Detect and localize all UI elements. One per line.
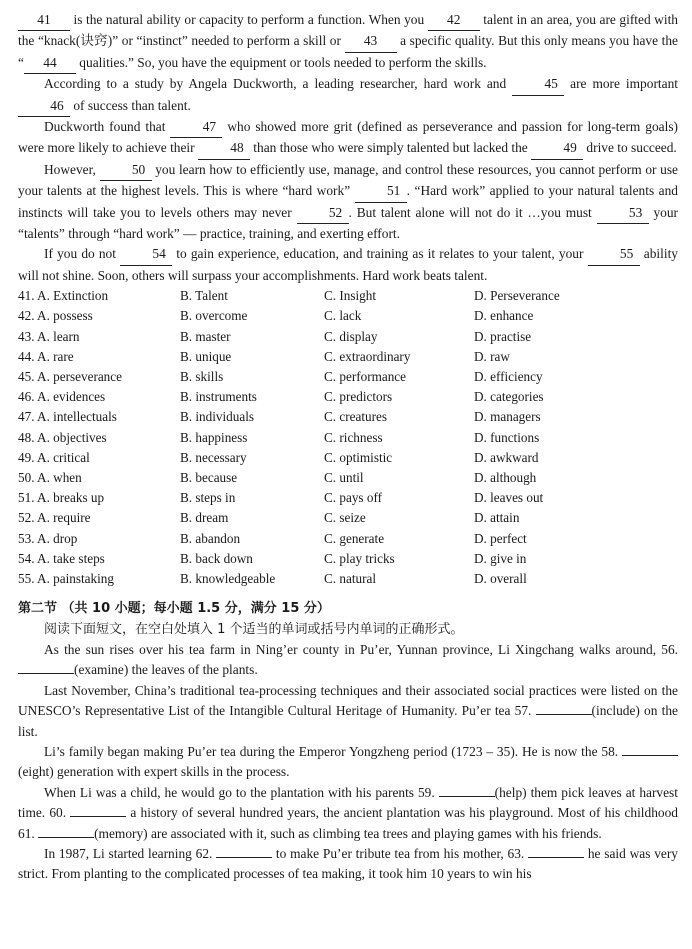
- section-2-instruction: 阅读下面短文，在空白处填入 1 个适当的单词或括号内单词的正确形式。: [44, 621, 464, 637]
- text-run: qualities.” So, you have the equipment or tools needed to perform the skills.: [75, 54, 487, 70]
- option-a[interactable]: 46. A. evidences: [18, 389, 106, 405]
- option-a[interactable]: 49. A. critical: [18, 449, 90, 465]
- option-c[interactable]: C. display: [324, 328, 378, 344]
- option-row: [18, 387, 678, 407]
- blank-number: 42: [428, 10, 480, 31]
- option-d[interactable]: D. efficiency: [474, 369, 543, 385]
- text-run: According to a study by Angela Duckworth, a leading researcher, hard work and: [44, 76, 513, 92]
- option-c[interactable]: C. extraordinary: [324, 348, 411, 364]
- option-c[interactable]: C. optimistic: [324, 449, 393, 465]
- option-b[interactable]: B. abandon: [180, 530, 241, 546]
- option-a[interactable]: 48. A. objectives: [18, 429, 107, 445]
- option-c[interactable]: C. generate: [324, 530, 385, 546]
- option-d[interactable]: D. overall: [474, 570, 527, 586]
- text-run: In 1987, Li started learning 62.: [44, 845, 217, 861]
- option-a[interactable]: 52. A. require: [18, 510, 91, 526]
- text-run: (include) on the list.: [18, 703, 678, 739]
- option-d[interactable]: D. Perseverance: [474, 288, 560, 304]
- answer-blank[interactable]: [439, 796, 495, 797]
- option-b[interactable]: B. skills: [180, 369, 224, 385]
- option-d[interactable]: D. although: [474, 469, 537, 485]
- answer-blank[interactable]: [536, 714, 592, 715]
- text-run: than those who were simply talented but lacked the: [249, 140, 532, 156]
- option-c[interactable]: C. predictors: [324, 389, 393, 405]
- text-run: Last November, China’s traditional tea-processing techniques and their associated social practices were listed on the UNESCO’s Representative List of the Intangible Cultural Heritage of Humanity. Pu’er tea 57.: [18, 682, 678, 719]
- text-run: When Li was a child, he would go to the plantation with his parents 59.: [44, 784, 439, 800]
- option-b[interactable]: B. happiness: [180, 429, 248, 445]
- option-b[interactable]: B. unique: [180, 348, 232, 364]
- answer-blank[interactable]: [18, 673, 74, 674]
- blank-number: 51: [355, 181, 407, 202]
- option-c[interactable]: C. performance: [324, 369, 407, 385]
- option-row: [18, 306, 678, 326]
- option-b[interactable]: B. dream: [180, 510, 229, 526]
- text-run: who showed more grit (defined as perseverance and passion for long-term goals) were more likely to achieve their: [18, 119, 679, 156]
- option-d[interactable]: D. categories: [474, 389, 544, 405]
- option-d[interactable]: D. raw: [474, 348, 510, 364]
- paragraph: [18, 742, 678, 783]
- answer-blank[interactable]: [622, 755, 678, 756]
- option-d[interactable]: D. awkward: [474, 449, 539, 465]
- text-run: a history of several hundred years, the ancient plantation was his playground. Most of his childhood 61.: [18, 805, 678, 841]
- option-d[interactable]: D. practise: [474, 328, 532, 344]
- option-c[interactable]: C. richness: [324, 429, 383, 445]
- paragraph: [18, 681, 678, 742]
- paragraph: [18, 10, 678, 74]
- option-b[interactable]: B. steps in: [180, 490, 236, 506]
- text-run: . But talent alone will not do it …you must: [348, 204, 597, 220]
- blank-number: 50: [100, 160, 152, 181]
- paragraph: [18, 160, 678, 245]
- option-a[interactable]: 44. A. rare: [18, 348, 74, 364]
- option-b[interactable]: B. instruments: [180, 389, 257, 405]
- blank-number: 53: [597, 203, 649, 224]
- blank-number: 45: [512, 74, 564, 95]
- option-a[interactable]: 41. A. Extinction: [18, 288, 109, 304]
- text-run: a specific quality. But this only means you have the “: [18, 33, 678, 70]
- paragraph: [18, 640, 678, 681]
- answer-blank[interactable]: [70, 816, 126, 817]
- blank-number: 46: [18, 96, 70, 117]
- option-b[interactable]: B. individuals: [180, 409, 254, 425]
- option-row: [18, 347, 678, 367]
- option-row: [18, 407, 678, 427]
- answer-blank[interactable]: [216, 857, 272, 858]
- text-run: However,: [44, 161, 100, 177]
- option-row: [18, 428, 678, 448]
- option-row: [18, 367, 678, 387]
- option-c[interactable]: C. natural: [324, 570, 377, 586]
- text-run: to make Pu’er tribute tea from his mother, 63.: [272, 845, 529, 861]
- option-row: [18, 286, 678, 306]
- option-c[interactable]: C. lack: [324, 308, 362, 324]
- option-row: [18, 529, 678, 549]
- option-a[interactable]: 45. A. perseverance: [18, 369, 122, 385]
- option-b[interactable]: B. knowledgeable: [180, 570, 276, 586]
- text-run: your “talents” through “hard work” — practice, training, and exerting effort.: [18, 204, 678, 242]
- option-b[interactable]: B. back down: [180, 550, 253, 566]
- option-b[interactable]: B. Talent: [180, 288, 228, 304]
- text-run: talent in an area, you are gifted with the “knack(诀窍)” or “instinct” needed to perform a skill or: [18, 12, 678, 49]
- option-c[interactable]: C. pays off: [324, 490, 382, 506]
- option-c[interactable]: C. creatures: [324, 409, 387, 425]
- text-run: As the sun rises over his tea farm in Ning’er county in Pu’er, Yunnan province, Li Xingchang walks around, 56.: [44, 641, 678, 657]
- text-run: you learn how to efficiently use, manage, and control these resources, you cannot perform or use your talents at the highest levels. This is where “hard work”: [18, 161, 678, 199]
- answer-blank[interactable]: [38, 837, 94, 838]
- option-a[interactable]: 53. A. drop: [18, 530, 78, 546]
- paragraph: [18, 844, 678, 885]
- text-run: are more important: [564, 76, 678, 92]
- blank-number: 54: [120, 244, 172, 265]
- text-run: If you do not: [44, 246, 121, 262]
- text-run: (eight) generation with expert skills in the process.: [18, 764, 290, 780]
- option-a[interactable]: 51. A. breaks up: [18, 490, 105, 506]
- section-2: [18, 599, 678, 885]
- option-d[interactable]: D. perfect: [474, 530, 527, 546]
- option-row: [18, 488, 678, 508]
- text-run: Li’s family began making Pu’er tea during the Emperor Yongzheng period (1723 – 35). He is now the 58.: [44, 743, 622, 759]
- text-run: ability will not shine. Soon, others will surpass your accomplishments. Hard work beats talent.: [18, 246, 678, 283]
- options-table: [18, 286, 678, 589]
- paragraph: [18, 783, 678, 844]
- option-a[interactable]: 47. A. intellectuals: [18, 409, 117, 425]
- option-d[interactable]: D. functions: [474, 429, 540, 445]
- paragraph: [18, 244, 678, 286]
- option-c[interactable]: C. seize: [324, 510, 366, 526]
- text-run: of success than talent.: [70, 97, 191, 113]
- text-run: he said was very strict. From planting to the complicated processes of tea making, it took him 10 years to win his: [18, 845, 679, 882]
- option-row: [18, 468, 678, 488]
- blank-number: 52: [297, 203, 349, 224]
- option-b[interactable]: B. master: [180, 328, 231, 344]
- option-c[interactable]: C. until: [324, 469, 364, 485]
- option-d[interactable]: D. enhance: [474, 308, 534, 324]
- option-row: [18, 448, 678, 468]
- paragraph: [18, 74, 678, 117]
- text-run: Duckworth found that: [44, 119, 171, 135]
- blank-number: 43: [345, 31, 397, 52]
- option-a[interactable]: 42. A. possess: [18, 308, 93, 324]
- option-d[interactable]: D. managers: [474, 409, 541, 425]
- option-a[interactable]: 55. A. painstaking: [18, 570, 114, 586]
- text-run: is the natural ability or capacity to perform a function. When you: [70, 12, 428, 27]
- answer-blank[interactable]: [528, 857, 584, 858]
- section-2-heading: 第二节 （共 10 小题；每小题 1.5 分，满分 15 分）: [18, 601, 330, 617]
- text-run: to gain experience, education, and training as it relates to your talent, your: [172, 246, 588, 262]
- option-c[interactable]: C. play tricks: [324, 550, 395, 566]
- blank-number: 41: [18, 10, 70, 31]
- option-a[interactable]: 54. A. take steps: [18, 550, 105, 566]
- option-d[interactable]: D. give in: [474, 550, 527, 566]
- option-b[interactable]: B. necessary: [180, 449, 247, 465]
- text-run: . “Hard work” applied to your natural talents and instincts will take you to levels others may never: [18, 183, 678, 220]
- blank-number: 44: [24, 53, 76, 74]
- option-row: [18, 549, 678, 569]
- option-a[interactable]: 50. A. when: [18, 469, 82, 485]
- cloze-passage: [18, 10, 678, 286]
- option-row: [18, 569, 678, 589]
- option-row: [18, 508, 678, 528]
- text-run: (memory) are associated with it, such as climbing tea trees and playing games with his friends.: [94, 825, 602, 841]
- text-run: drive to succeed.: [583, 140, 677, 156]
- option-d[interactable]: D. attain: [474, 510, 520, 526]
- blank-number: 47: [170, 117, 222, 138]
- text-run: (help) them pick leaves at harvest time. 60.: [18, 784, 678, 821]
- option-a[interactable]: 43. A. learn: [18, 328, 80, 344]
- option-c[interactable]: C. Insight: [324, 288, 377, 304]
- section-2-passage: [18, 640, 678, 885]
- option-d[interactable]: D. leaves out: [474, 490, 544, 506]
- blank-number: 48: [198, 138, 250, 159]
- option-b[interactable]: B. overcome: [180, 308, 248, 324]
- text-run: (examine) the leaves of the plants.: [74, 662, 258, 678]
- option-row: [18, 327, 678, 347]
- paragraph: [18, 117, 678, 160]
- blank-number: 55: [588, 244, 640, 265]
- blank-number: 49: [531, 138, 583, 159]
- option-b[interactable]: B. because: [180, 469, 238, 485]
